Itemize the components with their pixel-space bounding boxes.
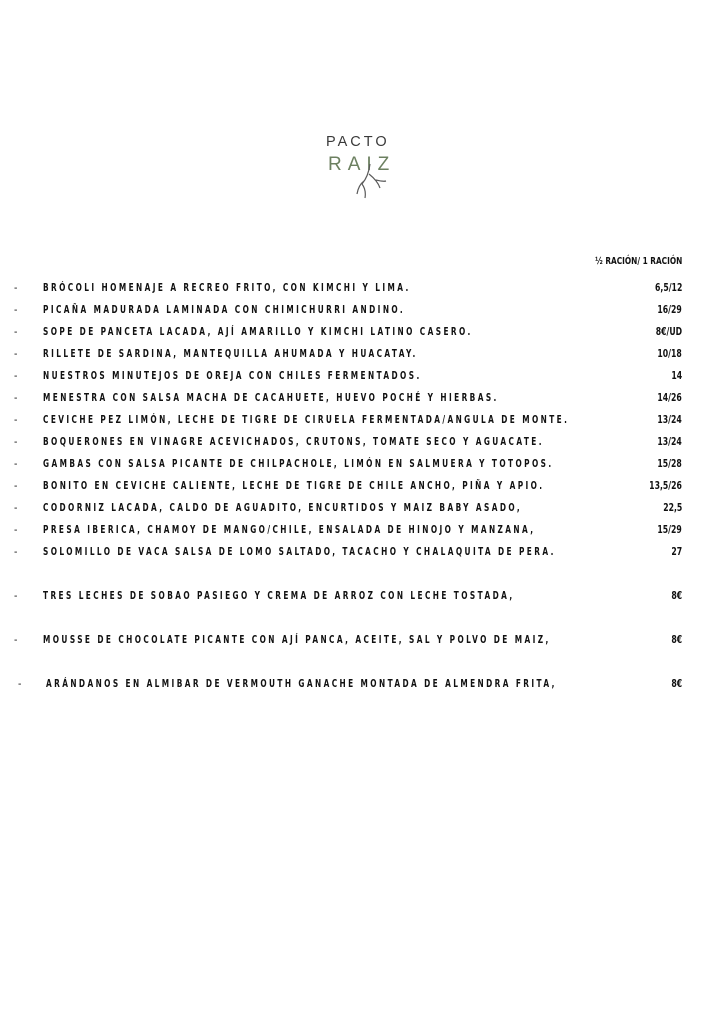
dessert-item (0, 590, 724, 606)
menu-item (0, 458, 724, 474)
item-dash: - (14, 634, 18, 646)
item-name: MENESTRA CON SALSA MACHA DE CACAHUETE, HUEVO POCHÉ Y HIERBAS. (43, 392, 499, 404)
item-dash: - (14, 524, 18, 536)
item-dash: - (14, 480, 18, 492)
item-price: 13,5/26 (649, 480, 682, 492)
root-icon (320, 118, 410, 202)
item-price: 8€/UD (655, 326, 682, 338)
item-name: BOQUERONES EN VINAGRE ACEVICHADOS, CRUTONS, TOMATE SECO Y AGUACATE. (43, 436, 544, 448)
item-price: 14 (671, 370, 682, 382)
item-name: SOPE DE PANCETA LACADA, AJÍ AMARILLO Y KIMCHI LATINO CASERO. (43, 326, 473, 338)
menu-item (0, 326, 724, 342)
item-name: BONITO EN CEVICHE CALIENTE, LECHE DE TIGRE DE CHILE ANCHO, PIÑA Y APIO. (43, 480, 545, 492)
item-price: 15/28 (657, 458, 682, 470)
brand-name-top: PACTO (326, 134, 390, 150)
item-name: BRÓCOLI HOMENAJE A RECREO FRITO, CON KIMCHI Y LIMA. (43, 282, 411, 294)
item-dash: - (14, 546, 18, 558)
item-dash: - (14, 436, 18, 448)
item-name: PRESA IBERICA, CHAMOY DE MANGO/CHILE, ENSALADA DE HINOJO Y MANZANA, (43, 524, 536, 536)
item-name: CODORNIZ LACADA, CALDO DE AGUADITO, ENCURTIDOS Y MAIZ BABY ASADO, (43, 502, 523, 514)
menu-item (0, 370, 724, 386)
menu-item (0, 546, 724, 562)
menu-item (0, 502, 724, 518)
item-dash: - (14, 414, 18, 426)
menu-item (0, 524, 724, 540)
item-dash: - (14, 502, 18, 514)
item-name: MOUSSE DE CHOCOLATE PICANTE CON AJÍ PANCA, ACEITE, SAL Y POLVO DE MAIZ, (43, 634, 551, 646)
item-name: ARÁNDANOS EN ALMIBAR DE VERMOUTH GANACHE MONTADA DE ALMENDRA FRITA, (46, 678, 557, 690)
item-name: GAMBAS CON SALSA PICANTE DE CHILPACHOLE, LIMÓN EN SALMUERA Y TOTOPOS. (43, 458, 554, 470)
item-dash: - (18, 678, 22, 690)
item-name: SOLOMILLO DE VACA SALSA DE LOMO SALTADO, TACACHO Y CHALAQUITA DE PERA. (43, 546, 556, 558)
item-price: 8€ (671, 634, 682, 646)
item-dash: - (14, 282, 18, 294)
item-dash: - (14, 392, 18, 404)
dessert-item (0, 634, 724, 650)
item-dash: - (14, 304, 18, 316)
item-price: 10/18 (657, 348, 682, 360)
brand-name-bottom: RAIZ (328, 154, 396, 175)
item-name: NUESTROS MINUTEJOS DE OREJA CON CHILES FERMENTADOS. (43, 370, 422, 382)
item-dash: - (14, 326, 18, 338)
item-price: 14/26 (657, 392, 682, 404)
item-price: 8€ (671, 678, 682, 690)
brand-logo (320, 118, 410, 202)
menu-item (0, 480, 724, 496)
menu-item (0, 436, 724, 452)
item-dash: - (14, 458, 18, 470)
dessert-item (0, 678, 724, 694)
item-price: 8€ (671, 590, 682, 602)
item-price: 16/29 (657, 304, 682, 316)
portion-header: ½ RACIÓN/ 1 RACIÓN (594, 256, 682, 267)
menu-item (0, 348, 724, 364)
item-dash: - (14, 590, 18, 602)
item-name: CEVICHE PEZ LIMÓN, LECHE DE TIGRE DE CIRUELA FERMENTADA/ANGULA DE MONTE. (43, 414, 570, 426)
menu-item (0, 282, 724, 298)
item-dash: - (14, 348, 18, 360)
item-price: 22,5 (662, 502, 682, 514)
item-price: 15/29 (657, 524, 682, 536)
item-dash: - (14, 370, 18, 382)
item-name: PICAÑA MADURADA LAMINADA CON CHIMICHURRI ANDINO. (43, 304, 406, 316)
item-name: TRES LECHES DE SOBAO PASIEGO Y CREMA DE ARROZ CON LECHE TOSTADA, (43, 590, 515, 602)
menu-item (0, 392, 724, 408)
item-price: 6,5/12 (654, 282, 682, 294)
item-price: 27 (671, 546, 682, 558)
menu-item (0, 304, 724, 320)
item-price: 13/24 (657, 414, 682, 426)
item-price: 13/24 (657, 436, 682, 448)
item-name: RILLETE DE SARDINA, MANTEQUILLA AHUMADA Y HUACATAY. (43, 348, 418, 360)
menu-item (0, 414, 724, 430)
